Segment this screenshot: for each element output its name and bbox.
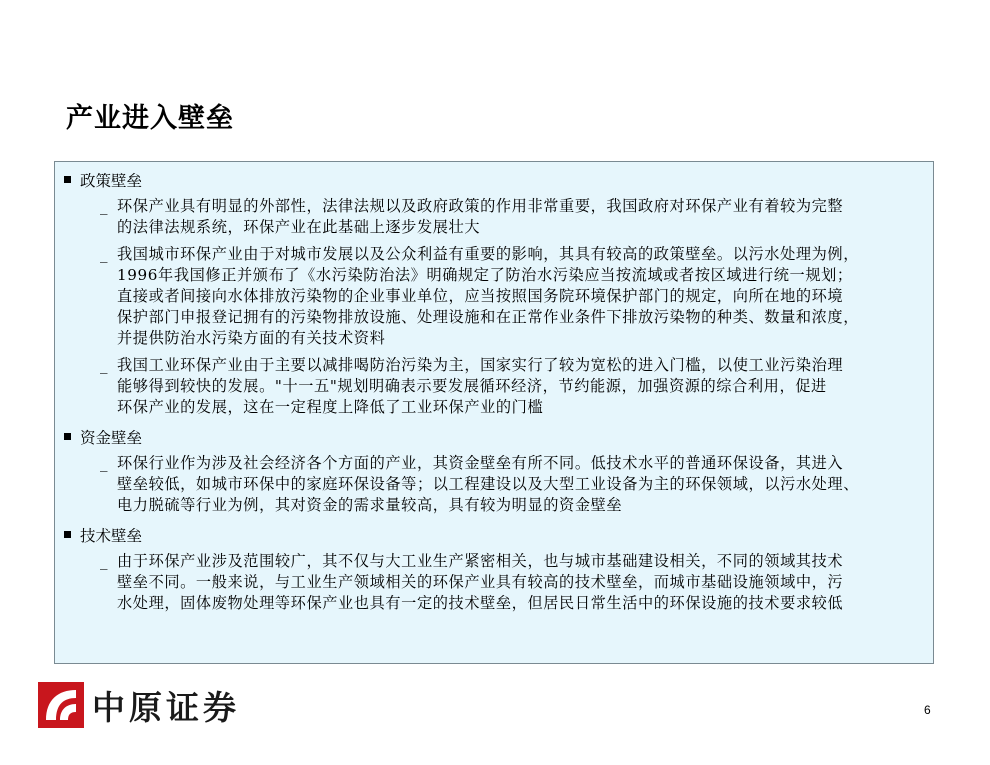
section-heading-text: 技术壁垒: [80, 526, 143, 545]
list-item-text: 我国城市环保产业由于对城市发展以及公众利益有重要的影响，其具有较高的政策壁垒。以污水处理为例， 1996年我国修正并颁布了《水污染防治法》明确规定了防治水污染应当按流域或者按区域进行统一规划； 直接或者间接向水体排放污染物的企业事业单位，应当按照国务院环境保护部门的规定，向所在地的环境 保护部门申报登记拥有的污染物排放设施、处理设施和在正常作业条件下排放污染物的种类、数量和浓度， 并提供防治水污染方面的有关技术资料: [117, 245, 860, 347]
section-heading: [55, 522, 933, 547]
list-item: [55, 196, 933, 238]
dash-bullet-icon: _: [100, 552, 108, 570]
section-capital-barrier: [55, 424, 933, 516]
list-item-text: 我国工业环保产业由于主要以减排喝防治污染为主，国家实行了较为宽松的进入门槛，以使工业污染治理 能够得到较快的发展。"十一五"规划明确表示要发展循环经济，节约能源，加强资源的综合利用，促进 环保产业的发展，这在一定程度上降低了工业环保产业的门槛: [117, 356, 844, 416]
zhongyuan-logo-icon: [38, 682, 84, 728]
section-tech-barrier: [55, 522, 933, 614]
list-item-text: 环保产业具有明显的外部性，法律法规以及政府政策的作用非常重要，我国政府对环保产业有着较为完整 的法律法规系统，环保产业在此基础上逐步发展壮大: [117, 197, 844, 236]
section-heading-text: 政策壁垒: [80, 171, 143, 190]
dash-bullet-icon: _: [100, 356, 108, 374]
dash-bullet-icon: _: [100, 454, 108, 472]
list-item-text: 环保行业作为涉及社会经济各个方面的产业，其资金壁垒有所不同。低技术水平的普通环保设备，其进入 壁垒较低，如城市环保中的家庭环保设备等；以工程建设以及大型工业设备为主的环保领域，以污水处理、 电力脱硫等行业为例，其对资金的需求量较高，具有较为明显的资金壁垒: [117, 454, 860, 514]
square-bullet-icon: [64, 176, 71, 183]
section-heading: [55, 424, 933, 449]
list-item-text: 由于环保产业涉及范围较广，其不仅与大工业生产紧密相关，也与城市基础建设相关，不同的领域其技术 壁垒不同。一般来说，与工业生产领域相关的环保产业具有较高的技术壁垒，而城市基础设施领域中，污 水处理，固体废物处理等环保产业也具有一定的技术壁垒，但居民日常生活中的环保设施的技术要求较低: [117, 552, 844, 612]
page-title: 产业进入壁垒: [66, 103, 234, 134]
list-item: [55, 551, 933, 614]
company-logo: [38, 682, 278, 728]
section-heading: [55, 167, 933, 192]
content-box: [54, 161, 934, 664]
page-number: 6: [924, 703, 931, 717]
list-item: [55, 355, 933, 418]
list-item: [55, 453, 933, 516]
dash-bullet-icon: _: [100, 197, 108, 215]
section-heading-text: 资金壁垒: [80, 428, 143, 447]
square-bullet-icon: [64, 433, 71, 440]
square-bullet-icon: [64, 531, 71, 538]
dash-bullet-icon: _: [100, 245, 108, 263]
section-policy-barrier: [55, 167, 933, 418]
list-item: [55, 244, 933, 349]
logo-text: 中原证券: [92, 687, 240, 727]
